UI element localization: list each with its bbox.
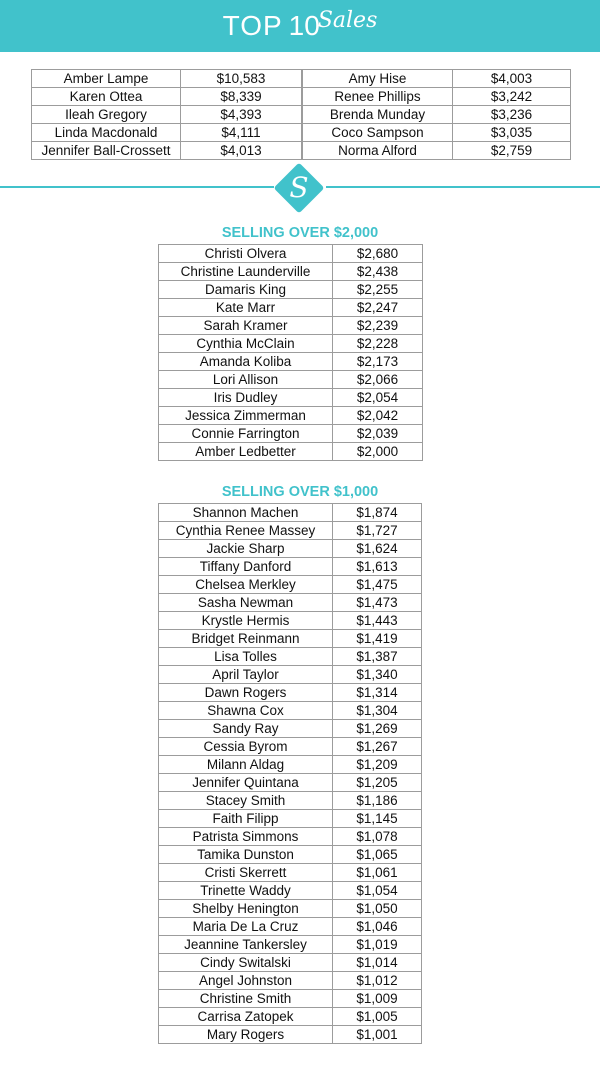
sales-amount: $4,111 [181,124,302,142]
seller-name: Chelsea Merkley [159,576,333,594]
table-row [159,792,422,810]
table-row [32,142,302,160]
seller-name: Maria De La Cruz [159,918,333,936]
seller-name: Christi Olvera [159,245,333,263]
section-heading-over-1000: SELLING OVER $1,000 [221,484,379,500]
divider-left [0,186,274,188]
over-2000-table [158,244,423,461]
table-row [159,954,422,972]
divider-right [326,186,600,188]
sales-amount: $1,613 [333,558,422,576]
sales-amount: $2,000 [333,443,423,461]
seller-name: Sarah Kramer [159,317,333,335]
sales-amount: $1,065 [333,846,422,864]
sales-amount: $3,236 [453,106,571,124]
sales-amount: $1,314 [333,684,422,702]
sales-amount: $2,039 [333,425,423,443]
sales-amount: $2,042 [333,407,423,425]
seller-name: Mary Rogers [159,1026,333,1044]
seller-name: Cindy Switalski [159,954,333,972]
table-row [303,88,571,106]
seller-name: Angel Johnston [159,972,333,990]
seller-name: Faith Filipp [159,810,333,828]
table-row [159,702,422,720]
sales-amount: $1,046 [333,918,422,936]
seller-name: Coco Sampson [303,124,453,142]
sales-amount: $4,013 [181,142,302,160]
table-row [159,425,423,443]
sales-amount: $1,340 [333,666,422,684]
logo-glyph: S [289,171,309,204]
sales-amount: $2,680 [333,245,423,263]
sales-amount: $1,050 [333,900,422,918]
sales-amount: $2,247 [333,299,423,317]
sales-amount: $1,054 [333,882,422,900]
sales-amount: $2,438 [333,263,423,281]
seller-name: Shelby Henington [159,900,333,918]
table-row [159,443,423,461]
sales-amount: $1,001 [333,1026,422,1044]
seller-name: Tiffany Danford [159,558,333,576]
header-title-script: Sales [317,7,378,33]
seller-name: Carrisa Zatopek [159,1008,333,1026]
table-row [159,407,423,425]
seller-name: Christine Smith [159,990,333,1008]
table-row [159,576,422,594]
seller-name: Ileah Gregory [32,106,181,124]
table-row [159,540,422,558]
sales-amount: $10,583 [181,70,302,88]
seller-name: Jennifer Quintana [159,774,333,792]
seller-name: Amy Hise [303,70,453,88]
table-row [159,281,423,299]
sales-amount: $1,419 [333,630,422,648]
sales-amount: $1,475 [333,576,422,594]
table-row [32,88,302,106]
table-row [159,666,422,684]
seller-name: Lisa Tolles [159,648,333,666]
seller-name: Milann Aldag [159,756,333,774]
table-row [159,990,422,1008]
seller-name: Jessica Zimmerman [159,407,333,425]
table-row [159,1026,422,1044]
sales-amount: $1,014 [333,954,422,972]
table-row [159,317,423,335]
table-row [159,756,422,774]
table-row [159,630,422,648]
seller-name: Amber Lampe [32,70,181,88]
sales-amount: $1,019 [333,936,422,954]
table-row [159,810,422,828]
section-heading-over-2000: SELLING OVER $2,000 [221,225,379,241]
table-row [159,648,422,666]
table-row [303,142,571,160]
sales-amount: $2,255 [333,281,423,299]
table-row [303,70,571,88]
sales-amount: $2,239 [333,317,423,335]
seller-name: Dawn Rogers [159,684,333,702]
table-row [159,864,422,882]
seller-name: April Taylor [159,666,333,684]
sales-amount: $2,759 [453,142,571,160]
seller-name: Lori Allison [159,371,333,389]
sales-amount: $4,393 [181,106,302,124]
sales-amount: $1,267 [333,738,422,756]
sales-amount: $1,473 [333,594,422,612]
sales-amount: $4,003 [453,70,571,88]
table-row [159,371,423,389]
table-row [159,299,423,317]
sales-amount: $1,269 [333,720,422,738]
seller-name: Bridget Reinmann [159,630,333,648]
seller-name: Cristi Skerrett [159,864,333,882]
seller-name: Jackie Sharp [159,540,333,558]
sales-amount: $3,242 [453,88,571,106]
seller-name: Cynthia Renee Massey [159,522,333,540]
seller-name: Linda Macdonald [32,124,181,142]
sales-amount: $1,727 [333,522,422,540]
seller-name: Damaris King [159,281,333,299]
sales-amount: $1,443 [333,612,422,630]
seller-name: Norma Alford [303,142,453,160]
seller-name: Patrista Simmons [159,828,333,846]
seller-name: Shannon Machen [159,504,333,522]
sales-amount: $1,012 [333,972,422,990]
seller-name: Krystle Hermis [159,612,333,630]
sales-amount: $1,009 [333,990,422,1008]
table-row [159,918,422,936]
table-row [159,738,422,756]
table-row [159,846,422,864]
table-row [32,124,302,142]
seller-name: Cessia Byrom [159,738,333,756]
sales-amount: $1,209 [333,756,422,774]
table-row [159,522,422,540]
seller-name: Sasha Newman [159,594,333,612]
sales-amount: $1,005 [333,1008,422,1026]
seller-name: Tamika Dunston [159,846,333,864]
header-banner [0,0,600,52]
table-row [303,124,571,142]
seller-name: Renee Phillips [303,88,453,106]
table-row [159,774,422,792]
sales-amount: $8,339 [181,88,302,106]
seller-name: Karen Ottea [32,88,181,106]
top10-table-left [31,69,302,160]
table-row [159,684,422,702]
table-row [159,828,422,846]
table-row [159,353,423,371]
seller-name: Brenda Munday [303,106,453,124]
sales-amount: $3,035 [453,124,571,142]
table-row [159,900,422,918]
seller-name: Sandy Ray [159,720,333,738]
table-row [303,106,571,124]
top10-table-right [302,69,571,160]
sales-amount: $1,186 [333,792,422,810]
table-row [159,245,423,263]
table-row [159,882,422,900]
sales-amount: $1,205 [333,774,422,792]
header-title-number: 10 [288,10,320,41]
sales-amount: $1,624 [333,540,422,558]
sales-amount: $1,145 [333,810,422,828]
seller-name: Christine Launderville [159,263,333,281]
sales-amount: $2,173 [333,353,423,371]
seller-name: Stacey Smith [159,792,333,810]
table-row [159,594,422,612]
seller-name: Jennifer Ball-Crossett [32,142,181,160]
seller-name: Jeannine Tankersley [159,936,333,954]
table-row [159,558,422,576]
table-row [32,106,302,124]
seller-name: Kate Marr [159,299,333,317]
seller-name: Trinette Waddy [159,882,333,900]
sales-amount: $2,228 [333,335,423,353]
seller-name: Iris Dudley [159,389,333,407]
table-row [159,936,422,954]
sales-amount: $1,061 [333,864,422,882]
seller-name: Amanda Koliba [159,353,333,371]
sales-amount: $1,304 [333,702,422,720]
seller-name: Shawna Cox [159,702,333,720]
seller-name: Cynthia McClain [159,335,333,353]
sales-amount: $2,066 [333,371,423,389]
table-row [159,720,422,738]
table-row [159,504,422,522]
table-row [159,389,423,407]
header-title-top: TOP [222,10,283,41]
table-row [159,1008,422,1026]
table-row [159,335,423,353]
table-row [159,612,422,630]
table-row [159,972,422,990]
sales-amount: $2,054 [333,389,423,407]
sales-amount: $1,387 [333,648,422,666]
seller-name: Connie Farrington [159,425,333,443]
sales-amount: $1,874 [333,504,422,522]
seller-name: Amber Ledbetter [159,443,333,461]
table-row [32,70,302,88]
sales-amount: $1,078 [333,828,422,846]
table-row [159,263,423,281]
over-1000-table [158,503,422,1044]
